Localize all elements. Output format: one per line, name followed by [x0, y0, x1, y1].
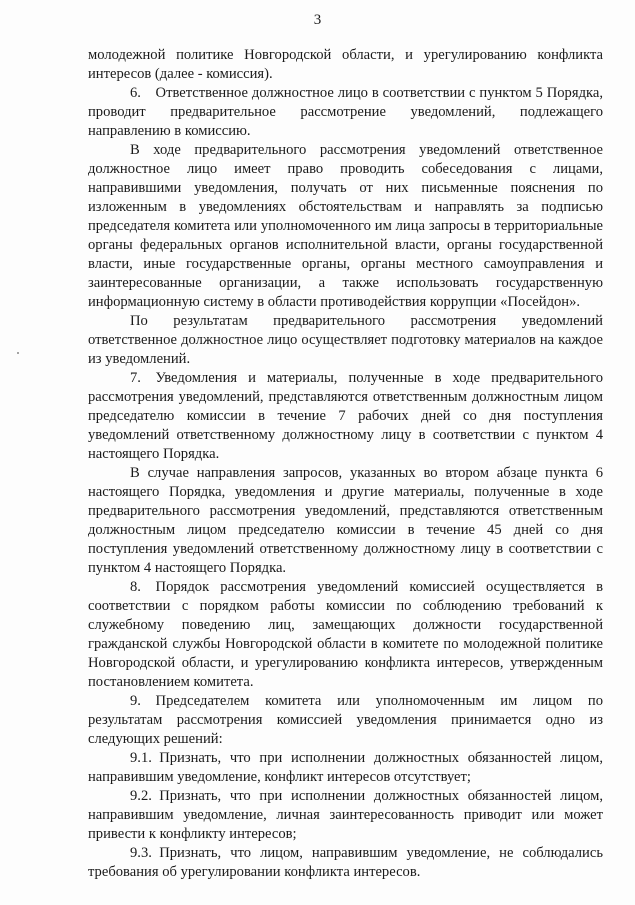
- paragraph-item-8: 8. Порядок рассмотрения уведомлений комиссией осуществляется в соответствии с порядком работы комиссии по соблюдению требований к служебному поведению лиц, замещающих должности государственной гражданской службы Новгородской области в комитете по молодежной политике Новгородской области, и урегулированию конфликта интересов, утвержденным постановлением комитета.: [88, 579, 603, 690]
- margin-mark: [17, 352, 19, 354]
- document-body: [88, 46, 603, 882]
- paragraph-item-9: 9. Председателем комитета или уполномоченным им лицом по результатам рассмотрения комиссией уведомления принимается одно из следующих решений:: [88, 693, 603, 747]
- paragraph-item-7: 7. Уведомления и материалы, полученные в ходе предварительного рассмотрения уведомлений, представляются ответственным должностным лицом председателю комиссии в течение 7 рабочих дней со дня поступления уведомлений ответственному должностному лицу в соответствии с пунктом 4 настоящего Порядка.: [88, 370, 603, 462]
- paragraph-preparation-of-materials: По результатам предварительного рассмотрения уведомлений ответственное должностное лицо осуществляет подготовку материалов на каждое из уведомлений.: [88, 313, 603, 367]
- paragraph-commission-definition: молодежной политике Новгородской области, и урегулированию конфликта интересов (далее - комиссия).: [88, 47, 603, 82]
- page-number: 3: [313, 12, 322, 28]
- paragraph-item-9-3: 9.3. Признать, что лицом, направившим уведомление, не соблюдались требования об урегулировании конфликта интересов.: [88, 845, 603, 880]
- paragraph-item-9-2: 9.2. Признать, что при исполнении должностных обязанностей лицом, направившим уведомление, личная заинтересованность приводит или может привести к конфликту интересов;: [88, 788, 603, 842]
- paragraph-preliminary-review-rights: В ходе предварительного рассмотрения уведомлений ответственное должностное лицо имеет право проводить собеседования с лицами, направившими уведомления, получать от них письменные пояснения по изложенным в уведомлениях обстоятельствам и направлять за подписью председателя комитета или уполномоченного им лица запросы в территориальные органы федеральных органов исполнительной власти, органы государственной власти, иные государственные органы, органы местного самоуправления и заинтересованные организации, а также использовать государственную информационную систему в области противодействия коррупции «Посейдон».: [88, 142, 603, 310]
- paragraph-requests-deadline: В случае направления запросов, указанных во втором абзаце пункта 6 настоящего Порядка, уведомления и другие материалы, полученные в ходе предварительного рассмотрения уведомлений, представляются ответственным должностным лицом председателю комиссии в течение 45 дней со дня поступления уведомлений ответственному должностному лицу в соответствии с пунктом 4 настоящего Порядка.: [88, 465, 603, 576]
- paragraph-item-9-1: 9.1. Признать, что при исполнении должностных обязанностей лицом, направившим уведомление, конфликт интересов отсутствует;: [88, 750, 603, 785]
- paragraph-item-6: 6. Ответственное должностное лицо в соответствии с пунктом 5 Порядка, проводит предварительное рассмотрение уведомлений, подлежащего направлению в комиссию.: [88, 85, 603, 139]
